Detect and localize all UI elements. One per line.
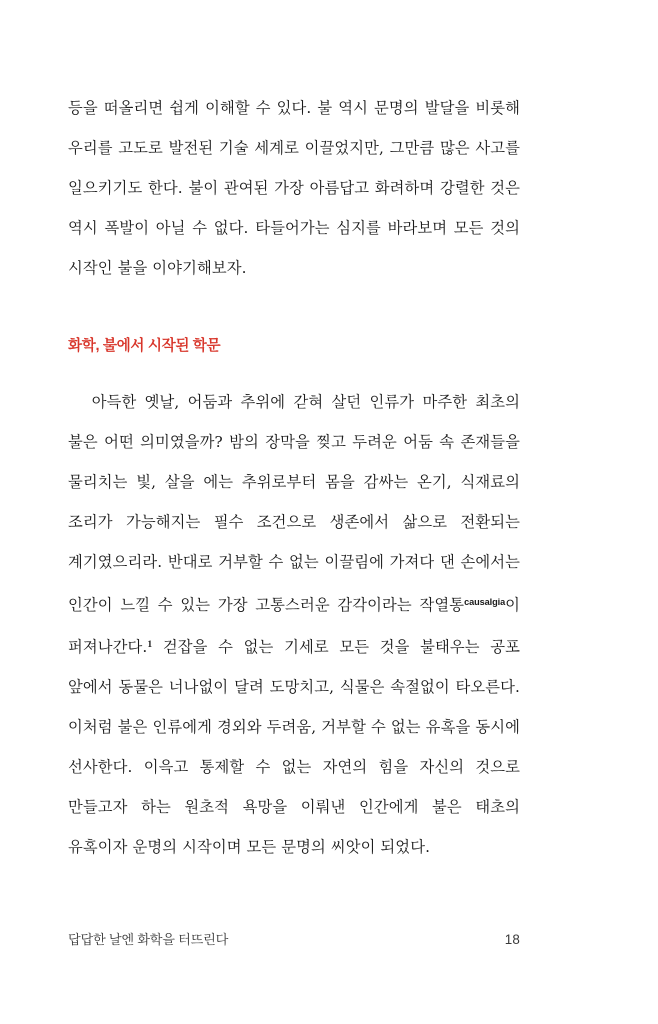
paragraph-text-run-1: 아득한 옛날, 어둠과 추위에 갇혀 살던 인류가 마주한 최초의 불은 어떤 의미였을까? 밤의 장막을 찢고 두려운 어둠 속 존재들을 물리치는 빛, 살을 에는 추위로부터 몸을 감싸는 온기, 식재료의 조리가 가능해지는 필수 조건으로 생존에서 삶으로 전환되는 계기였으리라. 반대로 거부할 수 없는 이끌림에 가져다 댄 손에서는 인간이 느낄 수 있는 가장 고통스러운 감각이라는 작열통 bbox=[68, 393, 520, 614]
spacer-below-heading bbox=[68, 356, 520, 382]
spacer-above-heading bbox=[68, 288, 520, 336]
paragraph-text-run-3: 걷잡을 수 없는 기세로 모든 것을 불태우는 공포 앞에서 동물은 너나없이 달려 도망치고, 식물은 속절없이 타오른다. 이처럼 불은 인류에게 경외와 두려움, 거부할 수 없는 유혹을 동시에 선사한다. 이윽고 통제할 수 없는 자연의 힘을 자신의 것으로 만들고자 하는 원초적 욕망을 이뤄낸 인간에게 불은 태초의 유혹이자 운명의 시작이며 모든 문명의 씨앗이 되었다. bbox=[68, 637, 520, 856]
romanization-superscript: causalgia bbox=[464, 597, 506, 607]
paragraph-continuation: 등을 떠올리면 쉽게 이해할 수 있다. 불 역시 문명의 발달을 비롯해 우리를 고도로 발전된 기술 세계로 이끌었지만, 그만큼 많은 사고를 일으키기도 한다. 불이 관여된 가장 아름답고 화려하며 강렬한 것은 역시 폭발이 아닐 수 없다. 타들어가는 심지를 바라보며 모든 것의 시작인 불을 이야기해보자. bbox=[68, 99, 520, 277]
text-column bbox=[68, 88, 520, 867]
footnote-reference-marker[interactable]: 1 bbox=[147, 638, 153, 650]
section-heading: 화학, 불에서 시작된 학문 bbox=[68, 338, 221, 354]
page-footer bbox=[68, 929, 520, 948]
paragraph-text-run-2: 이 퍼져나간다. bbox=[68, 595, 520, 656]
paragraph-body bbox=[68, 382, 520, 867]
footer-page-number: 18 bbox=[504, 932, 520, 947]
footer-book-title: 답답한 날엔 화학을 터뜨린다 bbox=[68, 932, 229, 947]
